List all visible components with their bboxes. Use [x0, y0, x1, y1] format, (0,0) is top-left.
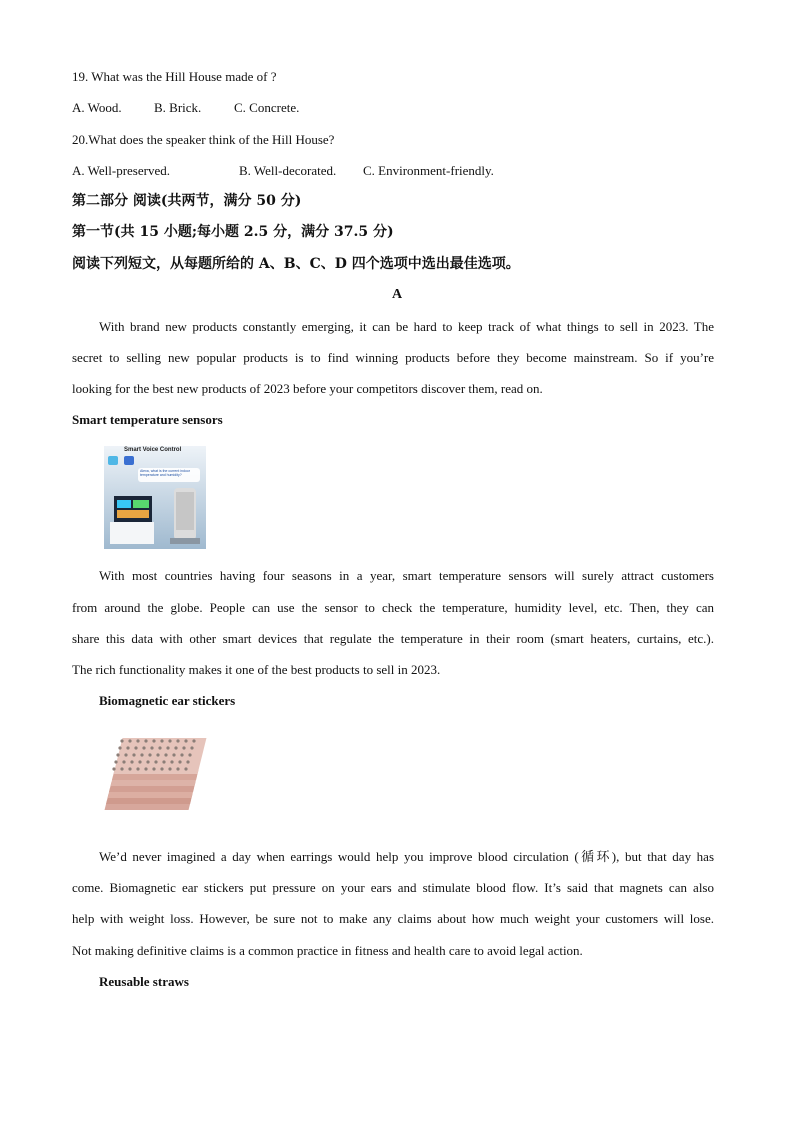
passage-label: A [391, 287, 403, 302]
ear-heading: Biomagnetic ear stickers [99, 693, 236, 708]
option-a: A. Wood. [72, 100, 122, 115]
option-b: B. Well-decorated. [239, 163, 337, 178]
sensor-line-4: The rich functionality makes it one of the best products to sell in 2023. [72, 662, 441, 677]
ear-line-3: help with weight loss. However, be sure not to make any claims about how much weight your customers will lose. [72, 911, 714, 926]
instruction-text: 阅读下列短文，从每题所给的 A、B、C、D 四个选项中选出最佳选项。 [72, 256, 520, 272]
question-20: 20.What does the speaker think of the Hill House? [72, 132, 335, 147]
ear-line-2: come. Biomagnetic ear stickers put pressure on your ears and stimulate blood flow. It’s said that magnets can also [72, 880, 714, 895]
option-b: B. Brick. [154, 100, 202, 115]
section-one-heading: 第一节(共 15 小题;每小题 2.5 分，满分 37.5 分) [72, 224, 394, 240]
ear-line-4: Not making definitive claims is a common practice in fitness and health care to avoid legal action. [72, 943, 583, 958]
ear-sticker-illustration [100, 728, 212, 826]
question-20-options [72, 163, 494, 179]
sensor-illustration [104, 446, 206, 549]
sensor-image-caption: Alexa, what is the current indoor temperature and humidity? [140, 469, 190, 477]
ear-sticker-product-image [100, 728, 212, 826]
sensor-line-1: With most countries having four seasons in a year, smart temperature sensors will surely attract customers [99, 568, 714, 583]
part-two-heading: 第二部分 阅读(共两节，满分 50 分) [72, 193, 302, 209]
sensor-image-title: Smart Voice Control [124, 447, 182, 453]
ear-line-1: We’d never imagined a day when earrings would help you improve blood circulation (循环), but that day has [99, 849, 714, 864]
question-19: 19. What was the Hill House made of ? [72, 69, 277, 84]
sensor-line-2: from around the globe. People can use the sensor to check the temperature, humidity level, etc. Then, they can [72, 600, 714, 615]
option-c: C. Environment-friendly. [363, 163, 494, 178]
intro-line-3: looking for the best new products of 2023 before your competitors discover them, read on. [72, 381, 543, 396]
option-c: C. Concrete. [234, 100, 300, 115]
option-a: A. Well-preserved. [72, 163, 170, 178]
sensor-line-3: share this data with other smart devices that regulate the temperature in their room (smart heaters, curtains, etc.). [72, 631, 714, 646]
intro-line-2: secret to selling new popular products is to find winning products before they become mainstream. So if you’re [72, 350, 714, 365]
question-19-options [72, 100, 299, 116]
intro-line-1: With brand new products constantly emerging, it can be hard to keep track of what things to sell in 2023. The [99, 319, 714, 334]
sensor-product-image [104, 446, 206, 549]
straw-heading: Reusable straws [99, 974, 189, 989]
sensor-heading: Smart temperature sensors [72, 412, 223, 427]
